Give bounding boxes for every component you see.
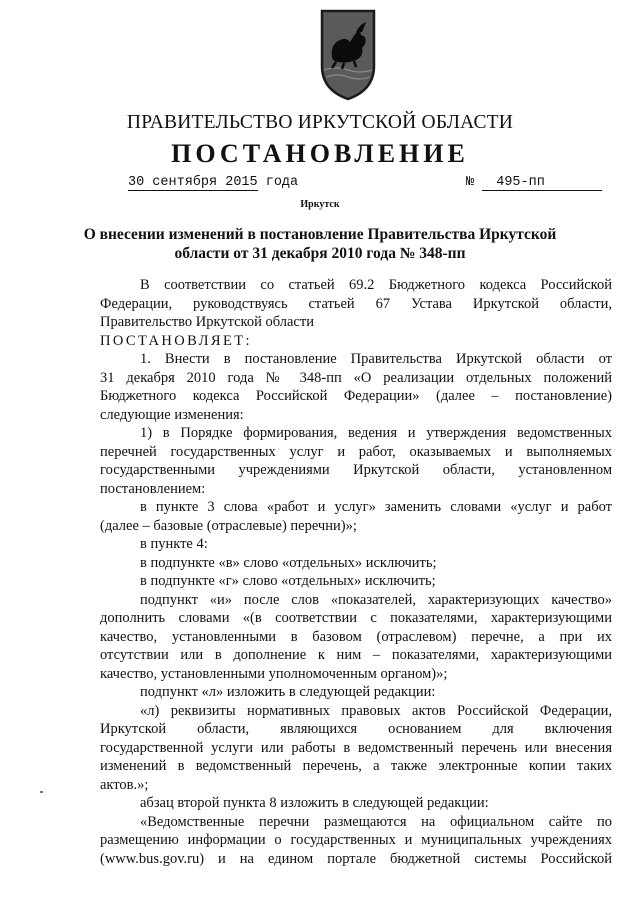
paragraph-line: (далее – базовые (отраслевые) перечни)»; [100, 517, 357, 534]
date-value: 30 сентября 2015 [128, 175, 258, 190]
paragraph-line: (www.bus.gov.ru) и на едином портале бюджетной системы Российской [100, 850, 612, 867]
paragraph-line: Бюджетного кодекса Российской Федерации» (далее – постановление) [100, 388, 612, 404]
paragraph-line: Правительство Иркутской области [100, 314, 314, 330]
quoted-paragraph [100, 702, 612, 795]
paragraph-line: подпункт «и» после слов «показателей, характеризующих качество» [140, 591, 612, 608]
paragraph [100, 350, 612, 424]
paragraph-line: «л) реквизиты нормативных правовых актов Российской Федерации, [140, 702, 612, 719]
irkutsk-coat-of-arms-icon [316, 6, 380, 102]
paragraph-line: абзац второй пункта 8 изложить в следующей редакции: [140, 795, 489, 811]
paragraph-line: качество, установленными в базовом (отраслевом) перечне, а при их [100, 628, 612, 645]
scan-speck [40, 791, 43, 793]
paragraph-line: изменений в ведомственный перечень, а также электронные копии таких [100, 758, 612, 774]
paragraph-line: 1) в Порядке формирования, ведения и утверждения ведомственных [140, 425, 612, 441]
paragraph-line: качество, установленными уполномоченным органом)»; [100, 665, 448, 682]
government-name: ПРАВИТЕЛЬСТВО ИРКУТСКОЙ ОБЛАСТИ [126, 112, 514, 133]
decree-date [128, 175, 298, 191]
paragraph-line: следующие изменения: [100, 406, 244, 423]
quoted-paragraph [100, 813, 612, 869]
year-word: года [265, 175, 299, 190]
paragraph-line: государственными учреждениями Иркутской области, установленном [100, 462, 612, 478]
paragraph-line: в подпункте «г» слово «отдельных» исключить; [140, 573, 436, 589]
paragraph-line: перечней государственных услуг и работ, оказываемых и выполняемых [100, 443, 612, 460]
decree-number [466, 175, 602, 191]
number-value: 495-пп [482, 175, 602, 191]
paragraph-line: «Ведомственные перечни размещаются на официальном сайте по [140, 813, 612, 830]
paragraph-line: Иркутской области, являющихся основанием для включения [100, 721, 612, 737]
paragraph-line: 31 декабря 2010 года № 348-пп «О реализации отдельных положений [100, 369, 612, 386]
paragraph-line: в подпункте «в» слово «отдельных» исключить; [140, 554, 437, 571]
document-type-heading: ПОСТАНОВЛЕНИЕ [171, 139, 469, 168]
paragraph-line: в пункте 4: [140, 536, 208, 552]
paragraph-line: отсутствии или в дополнение к ним – показателями, характеризующими [100, 647, 612, 663]
paragraph-line: Федерации, руководствуясь статьей 67 Устава Иркутской области, [100, 295, 612, 312]
document-body [100, 276, 612, 868]
paragraph-line: актов.»; [100, 776, 149, 793]
paragraph-line: постановлением: [100, 480, 206, 497]
document-title [0, 225, 640, 263]
resolves-heading: ПОСТАНОВЛЯЕТ: [100, 332, 252, 349]
paragraph [100, 498, 612, 535]
title-line: области от 31 декабря 2010 года № 348-пп [174, 245, 466, 262]
preamble-paragraph [100, 276, 612, 332]
title-line: О внесении изменений в постановление Правительства Иркутской [83, 226, 557, 243]
paragraph-line: государственной услуги или работы в ведомственный перечень или внесения [100, 739, 612, 756]
paragraph-line: подпункт «л» изложить в следующей редакции: [140, 684, 436, 700]
number-sign: № [466, 175, 475, 190]
paragraph-line: размещению информации о государственных и муниципальных учреждениях [100, 832, 612, 848]
paragraph-line: в пункте 3 слова «работ и услуг» заменить словами «услуг и работ [140, 499, 612, 515]
city-name: Иркутск [300, 199, 340, 210]
paragraph-line: дополнить словами «(в соответствии с показателями, характеризующими [100, 610, 612, 626]
paragraph [100, 591, 612, 684]
paragraph-line: 1. Внести в постановление Правительства Иркутской области от [140, 351, 612, 367]
paragraph-line: В соответствии со статьей 69.2 Бюджетного кодекса Российской [140, 277, 612, 293]
paragraph [100, 424, 612, 498]
